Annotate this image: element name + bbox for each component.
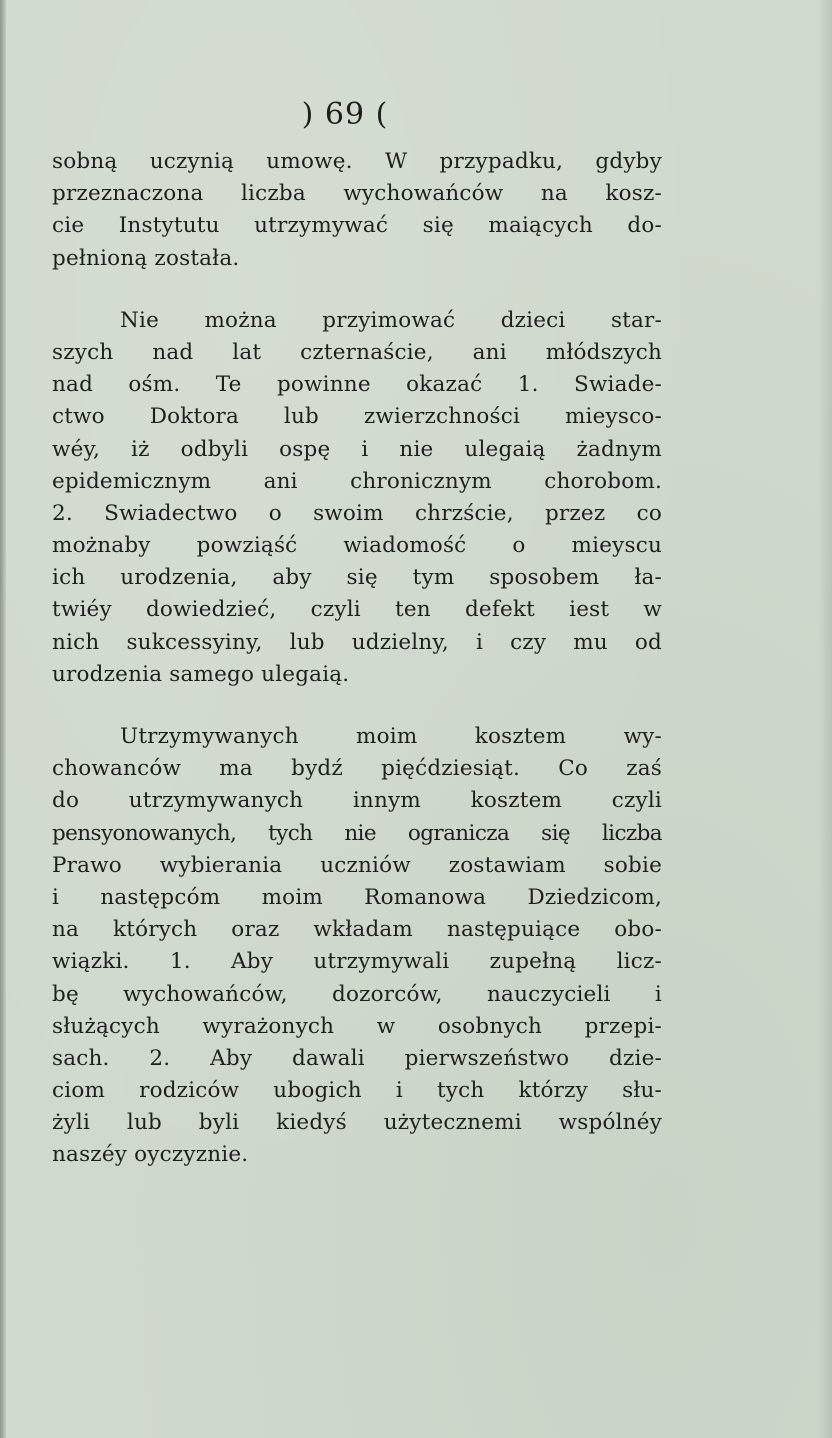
text-line: nad ośm. Te powinne okazać 1. Swiade-: [52, 372, 662, 398]
text-line: służących wyrażonych w osobnych przepi-: [52, 1013, 662, 1039]
page-text: [52, 146, 662, 1172]
text-line: bę wychowańców, dozorców, nauczycieli i: [52, 981, 662, 1007]
text-line: możnaby powziąść wiadomość o mieyscu: [52, 533, 662, 559]
text-line: naszéy oyczyznie.: [52, 1142, 249, 1168]
text-line: sobną uczynią umowę. W przypadku, gdyby: [52, 149, 662, 174]
text-line: sach. 2. Aby dawali pierwszeństwo dzie-: [52, 1045, 662, 1071]
page-left-edge: [0, 0, 6, 1438]
text-line: szych nad lat czternaście, ani młódszych: [52, 339, 662, 365]
text-line: na których oraz wkładam następuiące obo-: [52, 917, 662, 943]
paragraph-gap: [52, 691, 662, 721]
paragraph-2: [52, 305, 662, 691]
text-line: wiązki. 1. Aby utrzymywali zupełną licz-: [52, 949, 662, 975]
text-line: ctwo Doktora lub zwierzchności mieysco-: [52, 404, 662, 430]
text-line: Nie można przyimować dzieci star-: [120, 307, 662, 333]
text-line: twiéy dowiedzieć, czyli ten defekt iest w: [52, 597, 662, 623]
text-line: epidemicznym ani chronicznym chorobom.: [52, 468, 662, 494]
text-line: wéy, iż odbyli ospę i nie ulegaią żadnym: [52, 436, 662, 462]
page-number: ) 69 (: [301, 97, 389, 132]
text-line: żyli lub byli kiedyś użytecznemi wspólnéy: [52, 1110, 662, 1136]
paragraph-gap: [52, 275, 662, 305]
text-line: przeznaczona liczba wychowańców na kosz-: [52, 181, 662, 207]
page-right-shade: [818, 0, 832, 1438]
text-line: 2. Swiadectwo o swoim chrzście, przez co: [52, 500, 662, 526]
text-line: cie Instytutu utrzymywać się maiących do-: [52, 213, 662, 239]
paragraph-1: [52, 146, 662, 275]
text-line: nich sukcessyiny, lub udzielny, i czy mu od: [52, 629, 662, 655]
text-line: ciom rodziców ubogich i tych którzy słu-: [52, 1078, 662, 1104]
text-line: i następcóm moim Romanowa Dziedzicom,: [52, 884, 662, 910]
paragraph-3: [52, 721, 662, 1172]
text-line: Prawo wybierania uczniów zostawiam sobie: [52, 852, 662, 878]
text-line: urodzenia samego ulegaią.: [52, 661, 350, 687]
text-line: chowanców ma bydź pięćdziesiąt. Co zaś: [52, 756, 662, 782]
text-line: do utrzymywanych innym kosztem czyli: [52, 788, 662, 814]
text-line: pensyonowanych, tych nie ogranicza się liczba: [52, 820, 662, 846]
text-line: pełnioną została.: [52, 245, 240, 271]
text-line: Utrzymywanych moim kosztem wy-: [120, 724, 662, 749]
text-line: ich urodzenia, aby się tym sposobem ła-: [52, 565, 662, 591]
